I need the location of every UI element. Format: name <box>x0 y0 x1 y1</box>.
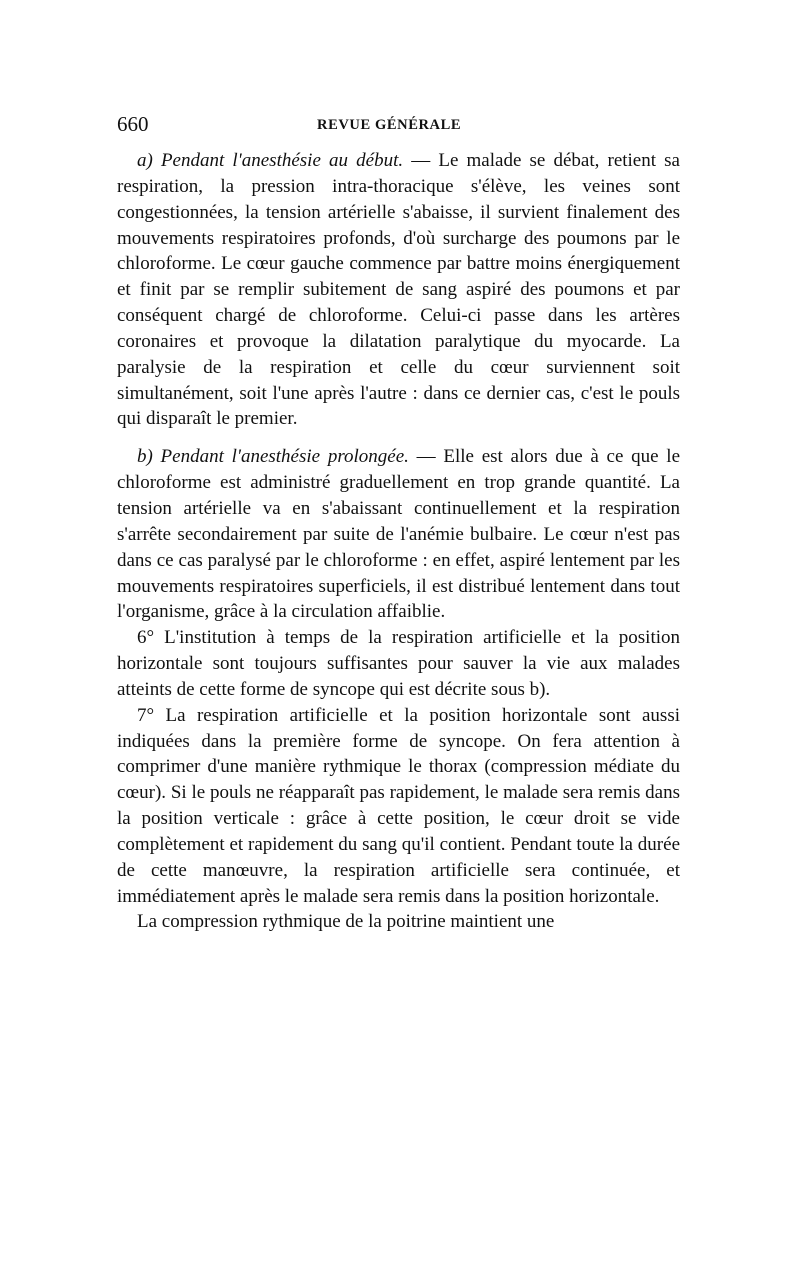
paragraph-7: 7° La respiration artificielle et la position horizontale sont aussi indiquées dans la première forme de syncope. On fera attention à comprimer d'une manière rythmique le thorax (compression médiate du cœur). Si le pouls ne réapparaît pas rapidement, le malade sera remis dans la position verticale : grâce à cette position, le cœur droit se vide complètement et rapidement du sang qu'il contient. Pendant toute la durée de cette manœuvre, la respiration artificielle sera continuée, et immédiatement après le malade sera remis dans la position horizontale. <box>117 704 680 907</box>
paragraph-b <box>117 444 680 625</box>
paragraph-a <box>117 148 680 432</box>
paragraph-a-text: — Le malade se débat, retient sa respiration, la pression intra-thoracique s'élève, les veines sont congestionnées, la tension artérielle s'abaisse, il survient finalement des mouvements respiratoires profonds, d'où surcharge des poumons par le chloroforme. Le cœur gauche commence par battre moins énergiquement et finit par se remplir subitement de sang aspiré des poumons et par conséquent chargé de chloroforme. Celui-ci passe dans les artères coronaires et provoque la dilatation paralytique du myocarde. La paralysie de la respiration et celle du cœur surviennent soit simultanément, soit l'une après l'autre : dans ce dernier cas, c'est le pouls qui disparaît le premier. <box>117 150 680 430</box>
page-header <box>117 112 680 148</box>
paragraph-a-heading: a) Pendant l'anesthésie au début. <box>137 150 404 171</box>
running-title: REVUE GÉNÉRALE <box>317 117 462 133</box>
paragraph-8: La compression rythmique de la poitrine maintient une <box>137 911 555 933</box>
page-number: 660 <box>117 112 149 136</box>
paragraph-6: 6° L'institution à temps de la respiration artificielle et la position horizontale sont toujours suffisantes pour sauver la vie aux malades atteints de cette forme de syncope qui est décrite sous b). <box>117 627 680 700</box>
paragraph-b-heading: b) Pendant l'anesthésie prolongée. <box>137 446 409 468</box>
book-page <box>117 112 680 935</box>
paragraph-gap <box>117 432 680 444</box>
paragraph-b-text: — Elle est alors due à ce que le chloroforme est administré graduellement en trop grande quantité. La tension artérielle va en s'abaissant continuellement et la respiration s'arrête secondairement par suite de l'anémie bulbaire. Le cœur n'est pas dans ce cas paralysé par le chloroforme : en effet, aspiré lentement par les mouvements respiratoires superficiels, il est distribué lentement dans tout l'organisme, grâce à la circulation affaiblie. <box>117 446 681 623</box>
